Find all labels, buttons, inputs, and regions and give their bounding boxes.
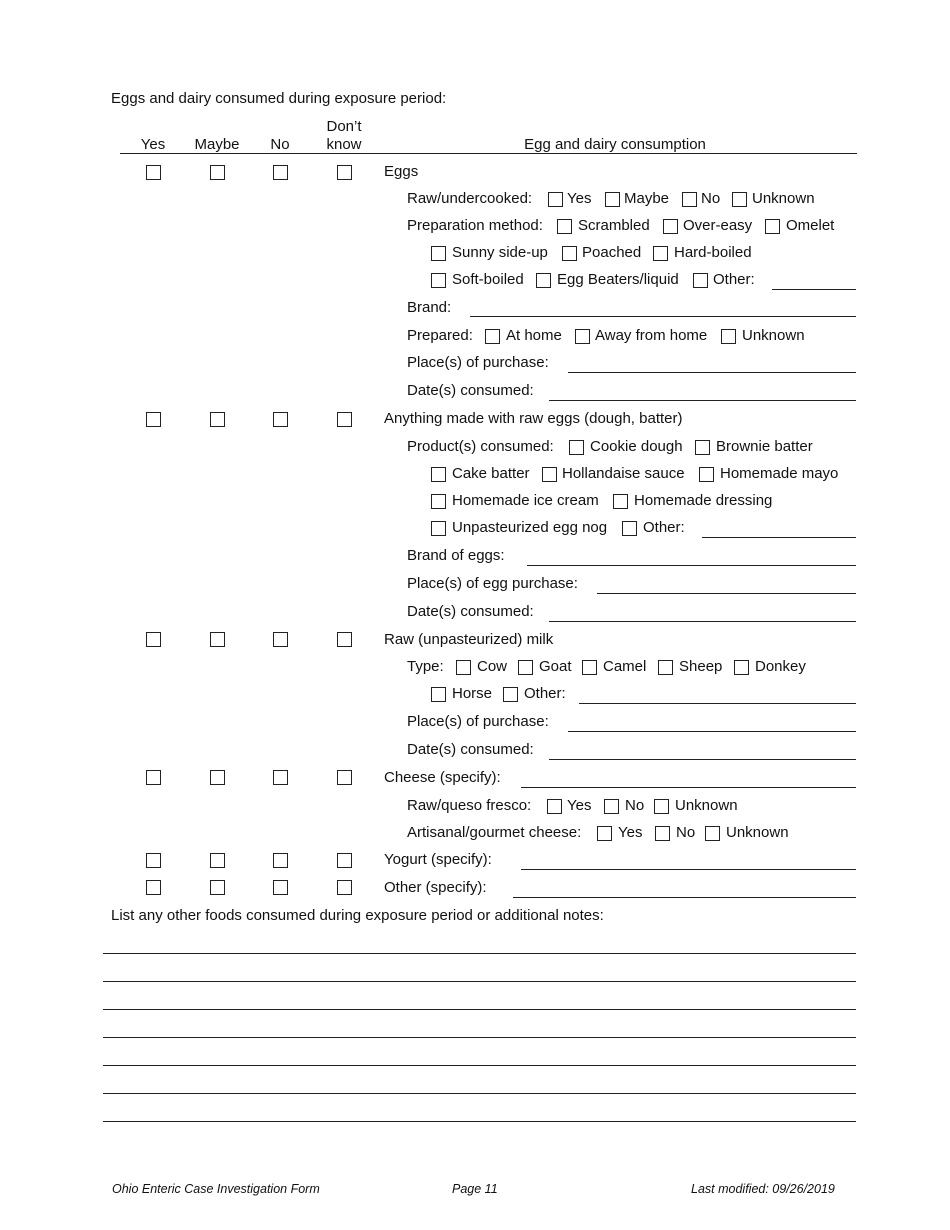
eggs-prep-hard-boiled-label: Hard-boiled <box>674 244 752 261</box>
raw-eggs-brownie-batter-label: Brownie batter <box>716 438 813 455</box>
notes-line[interactable] <box>103 1065 856 1066</box>
yogurt-yes-checkbox[interactable] <box>146 853 161 868</box>
raw-eggs-egg-nog-label: Unpasteurized egg nog <box>452 519 608 536</box>
raw-eggs-brand-label: Brand of eggs: <box>407 547 505 564</box>
col-header-dont-know-line1: Don’t <box>326 118 362 135</box>
raw-eggs-egg-nog-checkbox[interactable] <box>431 521 446 536</box>
raw-milk-dates-label: Date(s) consumed: <box>407 741 534 758</box>
raw-milk-camel-label: Camel <box>603 658 647 675</box>
eggs-purchase-label: Place(s) of purchase: <box>407 354 549 371</box>
yogurt-specify-field[interactable] <box>521 869 856 870</box>
cheese-queso-unknown-label: Unknown <box>675 797 738 814</box>
notes-line[interactable] <box>103 1037 856 1038</box>
raw-eggs-homemade-mayo-checkbox[interactable] <box>699 467 714 482</box>
raw-eggs-other-label: Other: <box>643 519 685 536</box>
eggs-dates-label: Date(s) consumed: <box>407 382 534 399</box>
eggs-raw-yes-checkbox[interactable] <box>548 192 563 207</box>
raw-eggs-yes-checkbox[interactable] <box>146 412 161 427</box>
raw-eggs-brand-field[interactable] <box>527 565 856 566</box>
raw-eggs-brownie-batter-checkbox[interactable] <box>695 440 710 455</box>
footer-page-number: Page 11 <box>452 1182 498 1196</box>
cheese-title: Cheese (specify): <box>384 769 501 786</box>
raw-milk-purchase-field[interactable] <box>568 731 856 732</box>
cheese-artisanal-no-checkbox[interactable] <box>655 826 670 841</box>
cheese-queso-yes-label: Yes <box>567 797 592 814</box>
col-header-no: No <box>270 136 290 153</box>
eggs-prep-poached-label: Poached <box>582 244 642 261</box>
raw-milk-cow-checkbox[interactable] <box>456 660 471 675</box>
notes-line[interactable] <box>103 953 856 954</box>
eggs-yes-checkbox[interactable] <box>146 165 161 180</box>
eggs-title: Eggs <box>384 163 419 180</box>
col-header-yes: Yes <box>140 136 166 153</box>
eggs-raw-no-label: No <box>701 190 721 207</box>
eggs-prep-sunny-side-up-checkbox[interactable] <box>431 246 446 261</box>
raw-milk-other-label: Other: <box>524 685 566 702</box>
eggs-prep-other-label: Other: <box>713 271 755 288</box>
eggs-prep-over-easy-checkbox[interactable] <box>663 219 678 234</box>
raw-eggs-purchase-label: Place(s) of egg purchase: <box>407 575 578 592</box>
col-header-maybe: Maybe <box>194 136 240 153</box>
raw-eggs-cookie-dough-checkbox[interactable] <box>569 440 584 455</box>
raw-milk-goat-label: Goat <box>539 658 572 675</box>
cheese-artisanal-unknown-checkbox[interactable] <box>705 826 720 841</box>
footer-form-name: Ohio Enteric Case Investigation Form <box>112 1182 320 1196</box>
eggs-raw-unknown-label: Unknown <box>752 190 815 207</box>
notes-line[interactable] <box>103 981 856 982</box>
raw-milk-goat-checkbox[interactable] <box>518 660 533 675</box>
eggs-prep-over-easy-label: Over-easy <box>683 217 753 234</box>
cheese-maybe-checkbox[interactable] <box>210 770 225 785</box>
cheese-artisanal-label: Artisanal/gourmet cheese: <box>407 824 582 841</box>
cheese-queso-no-label: No <box>625 797 645 814</box>
raw-milk-donkey-checkbox[interactable] <box>734 660 749 675</box>
col-header-consumption: Egg and dairy consumption <box>524 136 706 153</box>
raw-milk-cow-label: Cow <box>477 658 508 675</box>
eggs-raw-label: Raw/undercooked: <box>407 190 533 207</box>
raw-eggs-hollandaise-label: Hollandaise sauce <box>562 465 685 482</box>
raw-milk-other-checkbox[interactable] <box>503 687 518 702</box>
cheese-dont-know-checkbox[interactable] <box>337 770 352 785</box>
raw-milk-horse-label: Horse <box>452 685 493 702</box>
yogurt-title: Yogurt (specify): <box>384 851 492 868</box>
eggs-no-checkbox[interactable] <box>273 165 288 180</box>
eggs-prep-scrambled-label: Scrambled <box>578 217 650 234</box>
raw-eggs-dressing-checkbox[interactable] <box>613 494 628 509</box>
raw-milk-dont-know-checkbox[interactable] <box>337 632 352 647</box>
eggs-prepared-unknown-label: Unknown <box>742 327 805 344</box>
raw-eggs-homemade-mayo-label: Homemade mayo <box>720 465 839 482</box>
raw-eggs-dates-label: Date(s) consumed: <box>407 603 534 620</box>
cheese-queso-unknown-checkbox[interactable] <box>654 799 669 814</box>
raw-milk-maybe-checkbox[interactable] <box>210 632 225 647</box>
yogurt-maybe-checkbox[interactable] <box>210 853 225 868</box>
raw-milk-no-checkbox[interactable] <box>273 632 288 647</box>
raw-milk-yes-checkbox[interactable] <box>146 632 161 647</box>
col-header-dont-know-line2: know <box>326 136 362 153</box>
raw-eggs-dont-know-checkbox[interactable] <box>337 412 352 427</box>
raw-milk-purchase-label: Place(s) of purchase: <box>407 713 549 730</box>
raw-milk-dates-field[interactable] <box>549 759 856 760</box>
raw-eggs-other-checkbox[interactable] <box>622 521 637 536</box>
other-no-checkbox[interactable] <box>273 880 288 895</box>
eggs-raw-no-checkbox[interactable] <box>682 192 697 207</box>
eggs-prep-omelet-label: Omelet <box>786 217 835 234</box>
cheese-queso-yes-checkbox[interactable] <box>547 799 562 814</box>
yogurt-no-checkbox[interactable] <box>273 853 288 868</box>
raw-milk-camel-checkbox[interactable] <box>582 660 597 675</box>
eggs-prepared-home-label: At home <box>506 327 562 344</box>
raw-eggs-title: Anything made with raw eggs (dough, batter) <box>384 410 683 427</box>
footer-last-modified: Last modified: 09/26/2019 <box>691 1182 835 1196</box>
eggs-prep-other-checkbox[interactable] <box>693 273 708 288</box>
eggs-raw-maybe-checkbox[interactable] <box>605 192 620 207</box>
other-dont-know-checkbox[interactable] <box>337 880 352 895</box>
eggs-brand-field[interactable] <box>470 316 856 317</box>
cheese-queso-no-checkbox[interactable] <box>604 799 619 814</box>
eggs-prep-label: Preparation method: <box>407 217 543 234</box>
eggs-prep-soft-boiled-label: Soft-boiled <box>452 271 524 288</box>
raw-milk-horse-checkbox[interactable] <box>431 687 446 702</box>
raw-milk-other-field[interactable] <box>579 703 856 704</box>
raw-eggs-no-checkbox[interactable] <box>273 412 288 427</box>
other-specify-field[interactable] <box>513 897 856 898</box>
other-maybe-checkbox[interactable] <box>210 880 225 895</box>
eggs-maybe-checkbox[interactable] <box>210 165 225 180</box>
raw-eggs-dates-field[interactable] <box>549 621 856 622</box>
raw-eggs-dressing-label: Homemade dressing <box>634 492 773 509</box>
eggs-brand-label: Brand: <box>407 299 452 316</box>
raw-eggs-cake-batter-checkbox[interactable] <box>431 467 446 482</box>
notes-line[interactable] <box>103 1093 856 1094</box>
cheese-artisanal-no-label: No <box>676 824 696 841</box>
eggs-purchase-field[interactable] <box>568 372 856 373</box>
raw-eggs-products-label: Product(s) consumed: <box>407 438 554 455</box>
raw-eggs-ice-cream-label: Homemade ice cream <box>452 492 599 509</box>
notes-line[interactable] <box>103 1009 856 1010</box>
eggs-prep-scrambled-checkbox[interactable] <box>557 219 572 234</box>
eggs-prepared-label: Prepared: <box>407 327 473 344</box>
cheese-artisanal-unknown-label: Unknown <box>726 824 789 841</box>
raw-eggs-cake-batter-label: Cake batter <box>452 465 530 482</box>
cheese-specify-field[interactable] <box>521 787 856 788</box>
raw-milk-sheep-checkbox[interactable] <box>658 660 673 675</box>
other-yes-checkbox[interactable] <box>146 880 161 895</box>
yogurt-dont-know-checkbox[interactable] <box>337 853 352 868</box>
eggs-raw-yes-label: Yes <box>567 190 592 207</box>
notes-label: List any other foods consumed during exposure period or additional notes: <box>111 907 604 924</box>
header-rule <box>120 153 857 154</box>
cheese-no-checkbox[interactable] <box>273 770 288 785</box>
eggs-dont-know-checkbox[interactable] <box>337 165 352 180</box>
raw-milk-donkey-label: Donkey <box>755 658 806 675</box>
eggs-prep-egg-beaters-label: Egg Beaters/liquid <box>557 271 679 288</box>
raw-eggs-other-field[interactable] <box>702 537 856 538</box>
eggs-prepared-away-checkbox[interactable] <box>575 329 590 344</box>
eggs-prepared-unknown-checkbox[interactable] <box>721 329 736 344</box>
raw-eggs-ice-cream-checkbox[interactable] <box>431 494 446 509</box>
cheese-artisanal-yes-label: Yes <box>618 824 643 841</box>
eggs-raw-maybe-label: Maybe <box>624 190 670 207</box>
eggs-prep-egg-beaters-checkbox[interactable] <box>536 273 551 288</box>
eggs-prep-soft-boiled-checkbox[interactable] <box>431 273 446 288</box>
raw-eggs-hollandaise-checkbox[interactable] <box>542 467 557 482</box>
raw-milk-sheep-label: Sheep <box>679 658 723 675</box>
eggs-raw-unknown-checkbox[interactable] <box>732 192 747 207</box>
eggs-prepared-home-checkbox[interactable] <box>485 329 500 344</box>
raw-milk-type-label: Type: <box>407 658 444 675</box>
cheese-yes-checkbox[interactable] <box>146 770 161 785</box>
eggs-prep-sunny-side-up-label: Sunny side-up <box>452 244 548 261</box>
raw-eggs-maybe-checkbox[interactable] <box>210 412 225 427</box>
eggs-prepared-away-label: Away from home <box>595 327 708 344</box>
section-intro: Eggs and dairy consumed during exposure period: <box>111 90 447 107</box>
eggs-prep-poached-checkbox[interactable] <box>562 246 577 261</box>
cheese-queso-label: Raw/queso fresco: <box>407 797 532 814</box>
eggs-prep-omelet-checkbox[interactable] <box>765 219 780 234</box>
cheese-artisanal-yes-checkbox[interactable] <box>597 826 612 841</box>
eggs-prep-other-field[interactable] <box>772 289 856 290</box>
eggs-dates-field[interactable] <box>549 400 856 401</box>
raw-eggs-purchase-field[interactable] <box>597 593 856 594</box>
eggs-prep-hard-boiled-checkbox[interactable] <box>653 246 668 261</box>
raw-milk-title: Raw (unpasteurized) milk <box>384 631 554 648</box>
other-title: Other (specify): <box>384 879 487 896</box>
raw-eggs-cookie-dough-label: Cookie dough <box>590 438 683 455</box>
notes-line[interactable] <box>103 1121 856 1122</box>
